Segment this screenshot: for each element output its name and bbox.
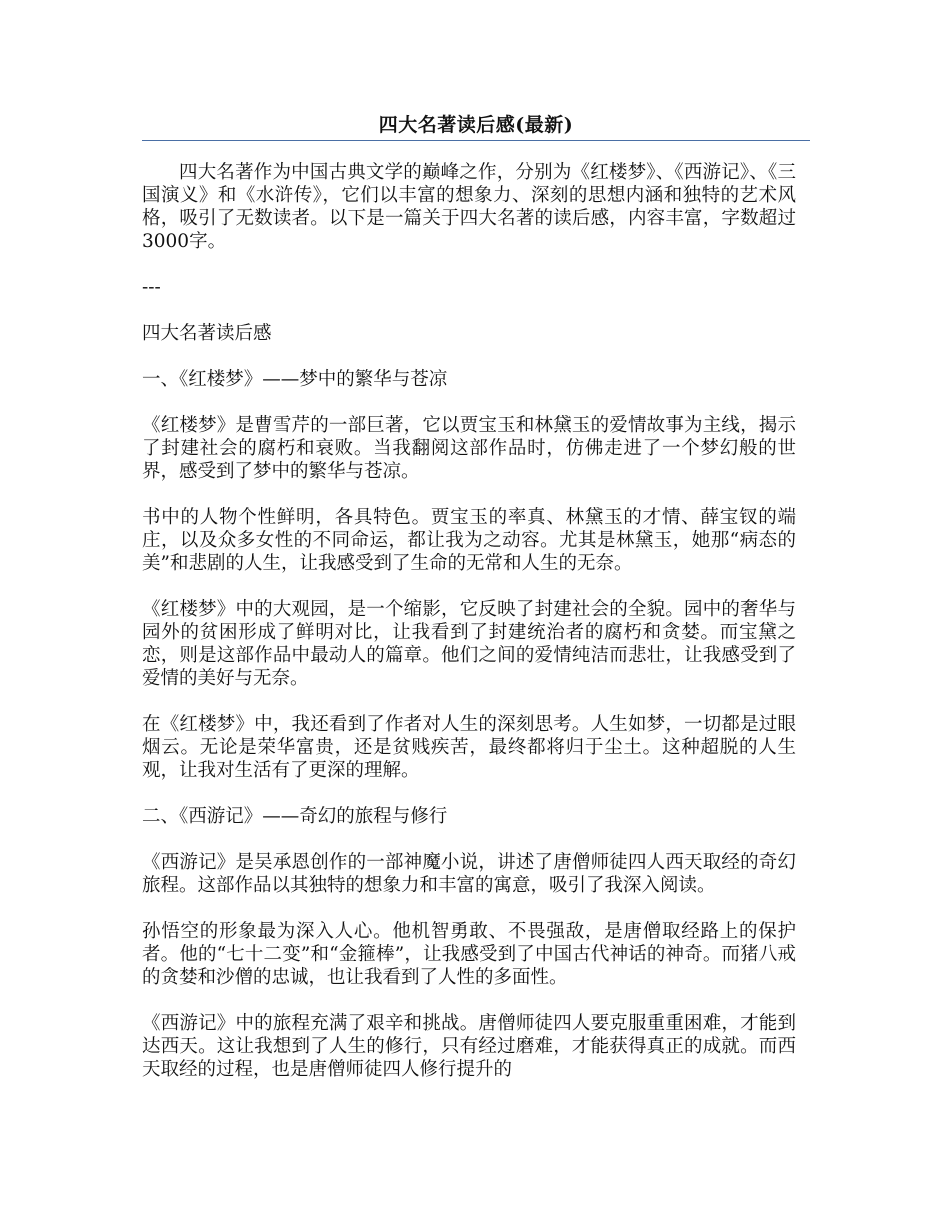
document-body bbox=[142, 161, 796, 1104]
document-title: 四大名著读后感(最新) bbox=[378, 114, 574, 136]
title-underline bbox=[142, 140, 810, 141]
paragraph: 《西游记》是吴承恩创作的一部神魔小说，讲述了唐僧师徒四人西天取经的奇幻旅程。这部作品以其独特的想象力和丰富的寓意，吸引了我深入阅读。 bbox=[142, 852, 796, 896]
paragraph: 《西游记》中的旅程充满了艰辛和挑战。唐僧师徒四人要克服重重困难，才能到达西天。这让我想到了人生的修行，只有经过磨难，才能获得真正的成就。而西天取经的过程，也是唐僧师徒四人修行提升的 bbox=[142, 1013, 796, 1080]
intro-paragraph: 四大名著作为中国古典文学的巅峰之作，分别为《红楼梦》、《西游记》、《三国演义》和《水浒传》，它们以丰富的想象力、深刻的思想内涵和独特的艺术风格，吸引了无数读者。以下是一篇关于四大名著的读后感，内容丰富，字数超过3000字。 bbox=[142, 162, 796, 252]
paragraph: 《红楼梦》中的大观园，是一个缩影，它反映了封建社会的全貌。园中的奢华与园外的贫困形成了鲜明对比，让我看到了封建统治者的腐朽和贪婪。而宝黛之恋，则是这部作品中最动人的篇章。他们之间的爱情纯洁而悲壮，让我感受到了爱情的美好与无奈。 bbox=[142, 599, 796, 689]
paragraph: 在《红楼梦》中，我还看到了作者对人生的深刻思考。人生如梦，一切都是过眼烟云。无论是荣华富贵，还是贫贱疾苦，最终都将归于尘土。这种超脱的人生观，让我对生活有了更深的理解。 bbox=[142, 714, 796, 781]
paragraph: 孙悟空的形象最为深入人心。他机智勇敢、不畏强敌，是唐僧取经路上的保护者。他的“七十二变”和“金箍棒”，让我感受到了中国古代神话的神奇。而猪八戒的贪婪和沙僧的忠诚，也让我看到了人性的多面性。 bbox=[142, 921, 796, 988]
section-heading-xiyouji: 二、《西游记》——奇幻的旅程与修行 bbox=[142, 806, 448, 827]
paragraph: 书中的人物个性鲜明，各具特色。贾宝玉的率真、林黛玉的才情、薛宝钗的端庄，以及众多女性的不同命运，都让我为之动容。尤其是林黛玉，她那“病态的美”和悲剧的人生，让我感受到了生命的无常和人生的无奈。 bbox=[142, 507, 796, 574]
section-heading-hongloumeng: 一、《红楼梦》——梦中的繁华与苍凉 bbox=[142, 369, 448, 390]
paragraph: 《红楼梦》是曹雪芹的一部巨著，它以贾宝玉和林黛玉的爱情故事为主线，揭示了封建社会的腐朽和衰败。当我翻阅这部作品时，仿佛走进了一个梦幻般的世界，感受到了梦中的繁华与苍凉。 bbox=[142, 415, 796, 482]
essay-title: 四大名著读后感 bbox=[142, 323, 272, 344]
separator-line: --- bbox=[142, 277, 161, 298]
